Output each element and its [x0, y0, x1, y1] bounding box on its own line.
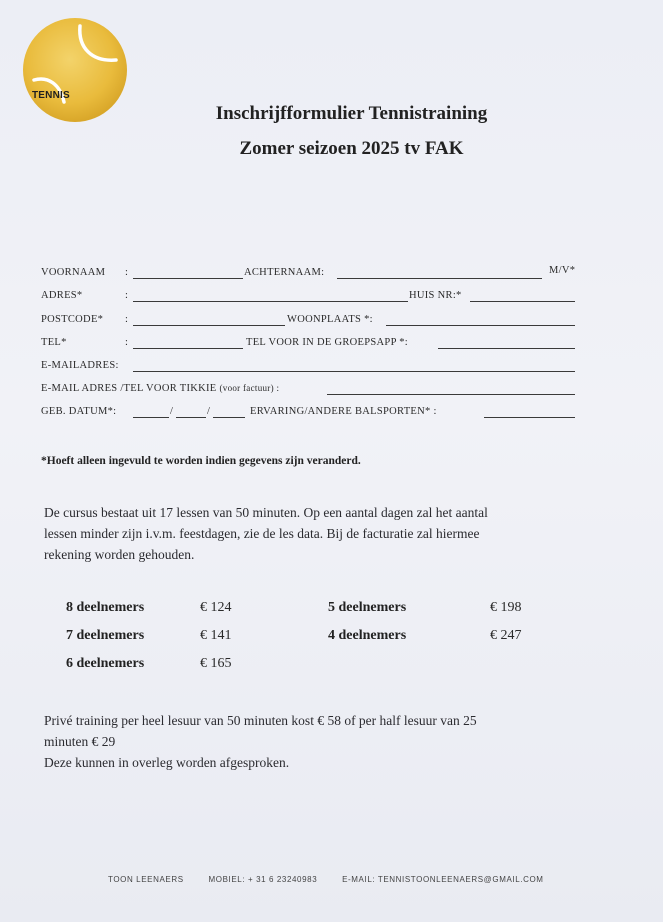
form-subtitle: Zomer seizoen 2025 tv FAK: [239, 138, 464, 159]
adres-field[interactable]: [133, 301, 408, 302]
private-training-info: [44, 710, 584, 773]
label-achternaam: ACHTERNAAM:: [244, 267, 325, 278]
colon: :: [125, 290, 129, 301]
label-tel: TEL*: [41, 337, 67, 348]
form-title: Inschrijfformulier Tennistraining: [215, 103, 488, 124]
price-label: 7 deelnemers: [66, 628, 145, 643]
woonplaats-field[interactable]: [386, 325, 575, 326]
tel-field[interactable]: [133, 348, 243, 349]
label-ervaring: ERVARING/ANDERE BALSPORTEN* :: [250, 406, 437, 417]
footer-name: TOON LEENAERS: [108, 875, 184, 884]
label-voornaam: VOORNAAM: [41, 267, 106, 278]
label-email: E-MAILADRES:: [41, 360, 119, 371]
footer-mobile: MOBIEL: + 31 6 23240983: [208, 875, 318, 884]
label-postcode: POSTCODE*: [41, 314, 104, 325]
text-line: Deze kunnen in overleg worden afgesproken.: [44, 755, 290, 770]
price-label: 4 deelnemers: [328, 628, 407, 643]
label-tel-groepsapp: TEL VOOR IN DE GROEPSAPP *:: [246, 337, 409, 348]
birth-month-field[interactable]: [176, 417, 206, 418]
voornaam-field[interactable]: [133, 278, 243, 279]
text-line: minuten € 29: [44, 734, 116, 749]
birth-day-field[interactable]: [133, 417, 169, 418]
text-line: De cursus bestaat uit 17 lessen van 50 minuten. Op een aantal dagen zal het aantal: [44, 505, 488, 520]
text-line: Privé training per heel lesuur van 50 minuten kost € 58 of per half lesuur van 25: [44, 713, 477, 728]
price-value: € 198: [490, 600, 522, 615]
price-label: 8 deelnemers: [66, 600, 145, 615]
price-value: € 165: [200, 656, 232, 671]
footer-contact: [108, 875, 566, 884]
birth-year-field[interactable]: [213, 417, 245, 418]
price-value: € 141: [200, 628, 232, 643]
text-line: rekening worden gehouden.: [44, 547, 195, 562]
footnote: *Hoeft alleen ingevuld te worden indien gegevens zijn veranderd.: [41, 455, 361, 467]
ervaring-field[interactable]: [484, 417, 575, 418]
price-value: € 247: [490, 628, 522, 643]
label-mv: M/V*: [549, 265, 576, 276]
tel-groepsapp-field[interactable]: [438, 348, 575, 349]
label-gebdatum: GEB. DATUM*:: [41, 406, 117, 417]
price-label: 6 deelnemers: [66, 656, 145, 671]
logo-text: TENNIS: [32, 90, 70, 101]
huisnr-field[interactable]: [470, 301, 575, 302]
label-email-tikkie: E-MAIL ADRES /TEL VOOR TIKKIE (voor factuur) :: [41, 383, 280, 394]
date-separator: /: [170, 406, 174, 417]
label-woonplaats: WOONPLAATS *:: [287, 314, 373, 325]
colon: :: [125, 267, 129, 278]
price-label: 5 deelnemers: [328, 600, 407, 615]
label-adres: ADRES*: [41, 290, 83, 301]
tikkie-field[interactable]: [327, 394, 575, 395]
label-huisnr: HUIS NR:*: [409, 290, 462, 301]
colon: :: [125, 337, 129, 348]
achternaam-field[interactable]: [337, 278, 542, 279]
footer-email: E-MAIL: TENNISTOONLEENAERS@GMAIL.COM: [342, 875, 544, 884]
date-separator: /: [207, 406, 211, 417]
colon: :: [125, 314, 129, 325]
course-description: [44, 502, 584, 565]
text-line: lessen minder zijn i.v.m. feestdagen, zie de les data. Bij de facturatie zal hiermee: [44, 526, 480, 541]
email-field[interactable]: [133, 371, 575, 372]
price-value: € 124: [200, 600, 232, 615]
postcode-field[interactable]: [133, 325, 285, 326]
